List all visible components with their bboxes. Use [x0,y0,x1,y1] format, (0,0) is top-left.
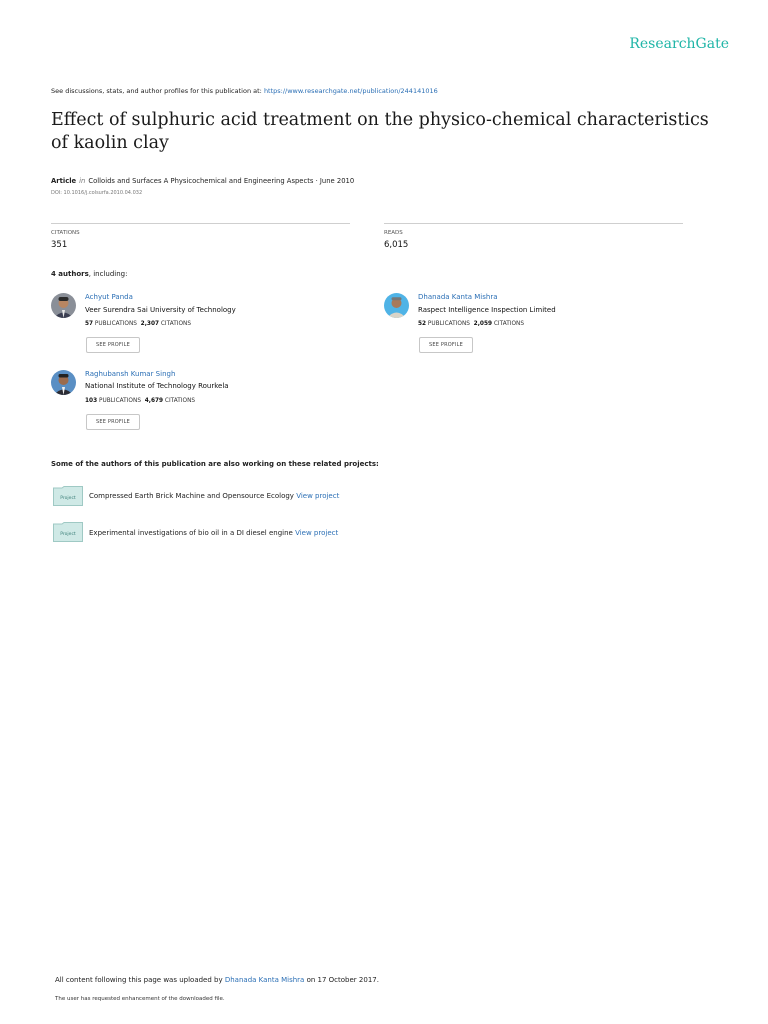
project-tag: Project [60,496,76,501]
avatar[interactable] [51,293,76,318]
project-item [89,529,338,537]
author-stats [85,398,195,404]
divider-right [384,223,683,224]
authors-suffix: , including: [88,270,128,278]
discussion-line [51,87,438,95]
project-tag: Project [60,532,76,537]
citations-label: CITATIONS [51,230,80,236]
publications-count: 57 [85,321,94,327]
citations-count: 4,679 [144,398,164,404]
reads-label: READS [384,230,403,236]
page-title: Effect of sulphuric acid treatment on the physico-chemical characteristics of kaolin clay [51,110,709,153]
citations-value: 351 [51,240,68,250]
publications-label: PUBLICATIONS [98,398,142,404]
author-name-link[interactable]: Achyut Panda [85,293,133,301]
see-profile-button[interactable]: SEE PROFILE [419,337,473,353]
author-institution: Raspect Intelligence Inspection Limited [418,306,556,314]
reads-value: 6,015 [384,240,409,250]
project-item [89,492,339,500]
authors-heading [51,270,127,278]
project-title: Experimental investigations of bio oil in a DI diesel engine [89,529,293,537]
see-profile-button[interactable]: SEE PROFILE [86,337,140,353]
discussion-prefix: See discussions, stats, and author profiles for this publication at: [51,87,262,95]
project-folder-icon [53,486,83,506]
avatar[interactable] [384,293,409,318]
author-name-link[interactable]: Dhanada Kanta Mishra [418,293,498,301]
upload-suffix: on 17 October 2017. [306,976,379,984]
projects-heading: Some of the authors of this publication are also working on these related projects: [51,460,379,468]
citations-count: 2,307 [140,321,160,327]
publication-url-link[interactable]: https://www.researchgate.net/publication/244141016 [263,87,438,95]
divider-left [51,223,350,224]
author-institution: Veer Surendra Sai University of Technology [85,306,236,314]
project-folder-icon [53,522,83,542]
in-word: in [79,177,86,185]
see-profile-button[interactable]: SEE PROFILE [86,414,140,430]
enhancement-note: The user has requested enhancement of the downloaded file. [55,996,225,1002]
authors-count: 4 authors [51,270,89,278]
article-meta [51,177,354,185]
journal-name: Colloids and Surfaces A Physicochemical and Engineering Aspects · June 2010 [88,177,355,185]
author-stats [418,321,524,327]
project-title: Compressed Earth Brick Machine and Opensource Ecology [89,492,294,500]
view-project-link[interactable]: View project [296,492,340,500]
doi-text: DOI: 10.1016/j.colsurfa.2010.04.032 [51,190,143,196]
researchgate-logo[interactable]: ResearchGate [629,36,729,52]
author-stats [85,321,191,327]
view-project-link[interactable]: View project [295,529,339,537]
publications-label: PUBLICATIONS [427,321,470,327]
citations-count: 2,059 [473,321,493,327]
author-name-link[interactable]: Raghubansh Kumar Singh [85,370,176,378]
publications-count: 52 [418,321,427,327]
avatar[interactable] [51,370,76,395]
article-type: Article [51,177,77,185]
citations-label-small: CITATIONS [164,398,196,404]
author-institution: National Institute of Technology Rourkela [85,382,229,390]
uploader-link[interactable]: Dhanada Kanta Mishra [224,976,305,984]
upload-prefix: All content following this page was uploaded by [55,976,223,984]
upload-notice [55,976,379,984]
publications-count: 103 [85,398,98,404]
publications-label: PUBLICATIONS [94,321,137,327]
citations-label-small: CITATIONS [160,321,192,327]
citations-label-small: CITATIONS [493,321,525,327]
